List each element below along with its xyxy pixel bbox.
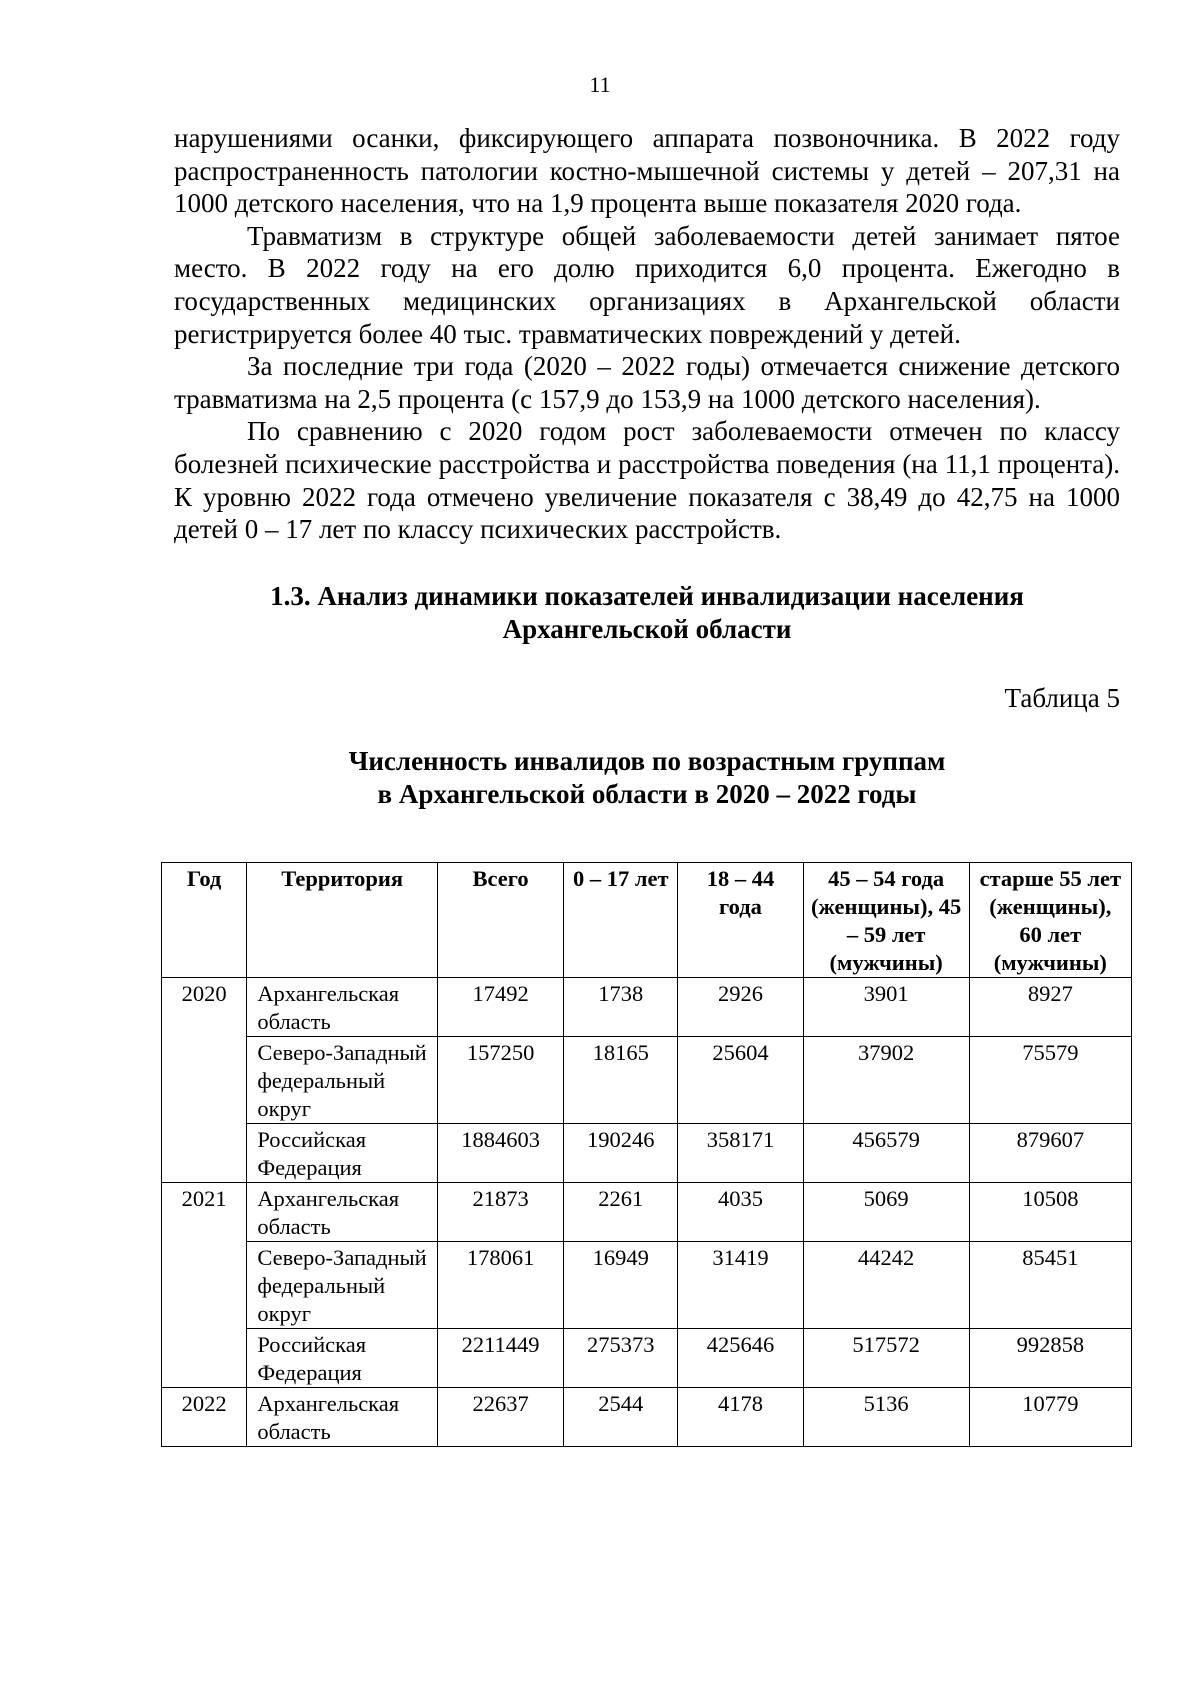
age-0-17-cell: 16949 (564, 1242, 678, 1329)
total-cell: 1884603 (437, 1124, 563, 1183)
age-0-17-cell: 18165 (564, 1037, 678, 1124)
territory-cell: Российская Федерация (247, 1329, 438, 1388)
section-heading-line: Архангельской области (502, 614, 792, 644)
territory-cell: Российская Федерация (247, 1124, 438, 1183)
age-18-44-cell: 425646 (678, 1329, 803, 1388)
table-header-row (162, 863, 1132, 978)
total-cell: 21873 (437, 1183, 563, 1242)
paragraph: Травматизм в структуре общей заболеваемости детей занимает пятое место. В 2022 году на его долю приходится 6,0 процента. Ежегодно в государственных медицинских организациях в Архангельской области регистрируется более 40 тыс. травматических повреждений у детей. (174, 220, 1120, 349)
table-row (162, 1242, 1132, 1329)
total-cell: 2211449 (437, 1329, 563, 1388)
table-row (162, 1183, 1132, 1242)
total-cell: 17492 (437, 978, 563, 1037)
age-55-cell: 879607 (969, 1124, 1131, 1183)
age-0-17-cell: 2544 (564, 1388, 678, 1447)
total-cell: 178061 (437, 1242, 563, 1329)
age-55-cell: 10508 (969, 1183, 1131, 1242)
body-text (174, 122, 1120, 546)
age-45-cell: 456579 (803, 1124, 969, 1183)
total-cell: 22637 (437, 1388, 563, 1447)
header-age-18-44: 18 – 44 года (678, 863, 803, 978)
table-title-line: Численность инвалидов по возрастным группам (348, 746, 946, 776)
age-45-cell: 37902 (803, 1037, 969, 1124)
age-18-44-cell: 4178 (678, 1388, 803, 1447)
paragraph: нарушениями осанки, фиксирующего аппарата позвоночника. В 2022 году распространенность патологии костно-мышечной системы у детей – 207,31 на 1000 детского населения, что на 1,9 процента выше показателя 2020 года. (174, 123, 1120, 219)
age-18-44-cell: 358171 (678, 1124, 803, 1183)
paragraph: За последние три года (2020 – 2022 годы) отмечается снижение детского травматизма на 2,5 процента (с 157,9 до 153,9 на 1000 детского населения). (174, 351, 1120, 414)
age-18-44-cell: 31419 (678, 1242, 803, 1329)
section-heading (174, 580, 1120, 646)
table-row (162, 1388, 1132, 1447)
page-number: 11 (589, 72, 611, 97)
year-cell: 2022 (162, 1388, 247, 1447)
table-row (162, 1329, 1132, 1388)
territory-cell: Архангельская область (247, 978, 438, 1037)
header-year: Год (162, 863, 247, 978)
territory-cell: Архангельская область (247, 1388, 438, 1447)
age-45-cell: 3901 (803, 978, 969, 1037)
age-0-17-cell: 2261 (564, 1183, 678, 1242)
age-55-cell: 8927 (969, 978, 1131, 1037)
territory-cell: Северо-Западный федеральный округ (247, 1242, 438, 1329)
age-18-44-cell: 4035 (678, 1183, 803, 1242)
territory-cell: Северо-Западный федеральный округ (247, 1037, 438, 1124)
age-0-17-cell: 275373 (564, 1329, 678, 1388)
age-45-cell: 5069 (803, 1183, 969, 1242)
total-cell: 157250 (437, 1037, 563, 1124)
age-18-44-cell: 2926 (678, 978, 803, 1037)
age-55-cell: 10779 (969, 1388, 1131, 1447)
table-row (162, 1124, 1132, 1183)
age-55-cell: 992858 (969, 1329, 1131, 1388)
age-45-cell: 44242 (803, 1242, 969, 1329)
age-45-cell: 5136 (803, 1388, 969, 1447)
header-territory: Территория (247, 863, 438, 978)
table-label: Таблица 5 (1004, 683, 1120, 713)
age-0-17-cell: 190246 (564, 1124, 678, 1183)
disability-table (161, 862, 1132, 1447)
age-55-cell: 75579 (969, 1037, 1131, 1124)
age-55-cell: 85451 (969, 1242, 1131, 1329)
table-title-line: в Архангельской области в 2020 – 2022 годы (377, 779, 917, 809)
age-18-44-cell: 25604 (678, 1037, 803, 1124)
section-heading-line: 1.3. Анализ динамики показателей инвалидизации населения (270, 581, 1024, 611)
header-age-45: 45 – 54 года (женщины), 45 – 59 лет (мужчины) (803, 863, 969, 978)
table-row (162, 1037, 1132, 1124)
header-age-55: старше 55 лет (женщины), 60 лет (мужчины) (969, 863, 1131, 978)
age-0-17-cell: 1738 (564, 978, 678, 1037)
header-age-0-17: 0 – 17 лет (564, 863, 678, 978)
table-title (174, 745, 1120, 811)
age-45-cell: 517572 (803, 1329, 969, 1388)
territory-cell: Архангельская область (247, 1183, 438, 1242)
year-cell: 2021 (162, 1183, 247, 1388)
paragraph: По сравнению с 2020 годом рост заболеваемости отмечен по классу болезней психические расстройства и расстройства поведения (на 11,1 процента). К уровню 2022 года отмечено увеличение показателя с 38,49 до 42,75 на 1000 детей 0 – 17 лет по классу психических расстройств. (174, 416, 1120, 545)
table-row (162, 978, 1132, 1037)
header-total: Всего (437, 863, 563, 978)
year-cell: 2020 (162, 978, 247, 1183)
